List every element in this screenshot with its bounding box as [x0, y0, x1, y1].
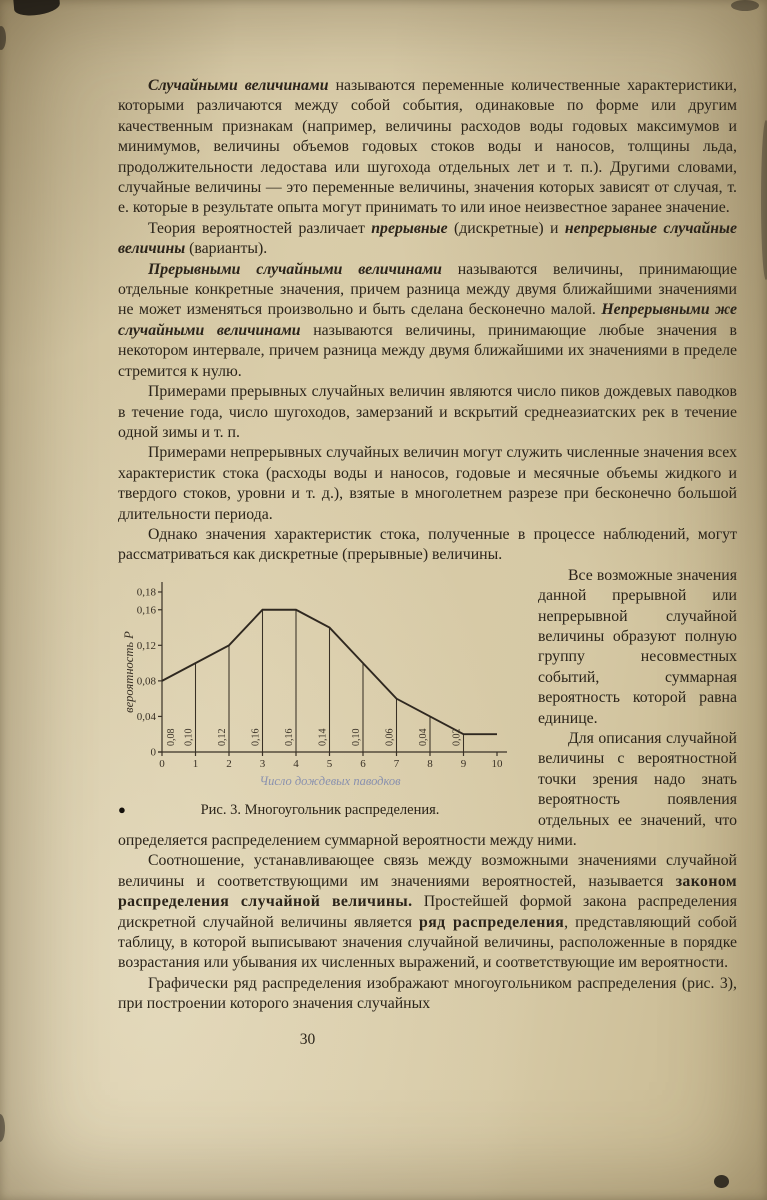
svg-text:2: 2 — [226, 757, 232, 770]
paragraph-graphical-series — [118, 974, 737, 1015]
svg-text:10: 10 — [491, 757, 503, 770]
figure-caption: Рис. 3. Многоугольник распределения. — [200, 801, 440, 818]
svg-text:0,04: 0,04 — [418, 728, 429, 746]
paragraph-distribution-law — [118, 851, 737, 973]
svg-text:5: 5 — [326, 757, 333, 770]
text-segment-emphasis: законом распределения случайной величины. — [118, 872, 737, 911]
ink-dot: ● — [118, 801, 126, 817]
svg-text:0,16: 0,16 — [136, 604, 156, 617]
text-segment: Однако значения характеристик стока, полученные в процессе наблюдений, могут рассматриваться как дискретные (прерывные) величины. — [118, 525, 737, 564]
text-segment-emphasis: ряд распределения — [419, 913, 565, 931]
scan-stain — [0, 1114, 5, 1142]
svg-text:8: 8 — [427, 757, 433, 770]
text-segment: называются переменные количественные характеристики, которыми различаются между собой события, одинаковые по форме или другим качественным признакам (например, величины расходов воды годовых максимумов и минимумов, величины объемов годовых стоков воды и наносов, толщины льда, продолжительности ледостава или шугохода отдельных лет и т. п.). Другими словами, случайные величины — это переменные величины, значения которых зависят от случая, т. е. которые в результате опыта могут принимать то или иное неизвестное заранее значение. — [118, 77, 737, 217]
paragraph-observed-values — [118, 525, 737, 566]
svg-text:0,16: 0,16 — [250, 728, 262, 746]
svg-text:9: 9 — [460, 757, 467, 770]
text-segment-emphasis: Непрерывными же случайными величинами — [118, 301, 737, 339]
svg-text:0,18: 0,18 — [136, 586, 156, 599]
svg-text:1: 1 — [192, 757, 199, 770]
svg-text:0,12: 0,12 — [217, 728, 228, 746]
text-segment: , представляющий собой таблицу, в которой выписывают значения случайной величины, расположенные в порядке возрастания или убывания их численных выражений, и соответствующие им вероятности. — [118, 913, 737, 972]
figure-caption-row — [118, 802, 522, 819]
text-segment: Графически ряд распределения изображают многоугольником распределения (рис. 3), при построении которого значения случайных — [118, 974, 737, 1013]
text-segment: Примерами непрерывных случайных величин могут служить численные значения всех характеристик стока (расходы воды и наносов, годовые и месячные объемы жидкого и твердого стоков, уровни и т. д.), взятые в многолетнем разрезе при бесконечно большой длительности периода. — [118, 444, 737, 523]
svg-text:Число дождевых паводков: Число дождевых паводков — [259, 773, 401, 788]
text-segment: Соотношение, устанавливающее связь между возможными значениями случайной величины и соответствующими им значениями вероятностей, называется — [118, 852, 737, 890]
text-segment-emphasis: Случайными величинами — [148, 77, 329, 94]
svg-text:0,04: 0,04 — [136, 710, 156, 723]
svg-text:4: 4 — [293, 757, 299, 770]
text-segment-emphasis: непрерывные случайные величины — [118, 219, 737, 258]
distribution-polygon-chart — [118, 574, 518, 794]
paragraph-continuous-examples — [118, 443, 737, 525]
paragraph-discrete-examples — [118, 382, 737, 443]
text-segment: Примерами прерывных случайных величин являются число пиков дождевых паводков в течение года, число шугоходов, замерзаний и вскрытий среднеазиатских рек в течение одной зимы и т. п. — [118, 383, 737, 441]
svg-text:0,02: 0,02 — [451, 728, 463, 746]
svg-text:0,06: 0,06 — [384, 728, 396, 746]
text-segment: называются величины, принимающие любые значения в некотором интервале, причем разница между двумя ближайшими их значениями в пределе стремится к нулю. — [118, 321, 737, 380]
text-segment: (варианты). — [185, 240, 268, 258]
svg-text:0,08: 0,08 — [136, 675, 156, 688]
text-segment-emphasis: Прерывными случайными величинами — [148, 260, 442, 278]
svg-text:0: 0 — [159, 757, 165, 770]
svg-text:0,08: 0,08 — [166, 728, 177, 746]
text-segment: Все возможные значения данной прерывной или непрерывной случайной величины образуют полную группу несовместных событий, суммарная вероятность которой равна единице. — [538, 566, 737, 727]
svg-text:0,16: 0,16 — [284, 728, 295, 746]
paragraph-definition-random-variables — [118, 76, 737, 219]
svg-text:0,10: 0,10 — [351, 728, 362, 746]
text-segment: Простейшей формой закона распределения дискретной случайной величины является — [118, 893, 737, 931]
page-number: 30 — [299, 1030, 316, 1048]
scan-stain — [714, 1175, 729, 1188]
svg-text:7: 7 — [393, 757, 400, 770]
svg-text:3: 3 — [259, 757, 266, 770]
figure-3-distribution-polygon — [118, 574, 522, 819]
text-segment-emphasis: прерывные — [371, 219, 448, 237]
text-segment: называются величины, принимающие отдельные конкретные значения, причем разница между двумя ближайшими значениями не может изменяться произвольно и быть сделана бесконечно малой. — [118, 260, 737, 319]
svg-text:0,10: 0,10 — [183, 728, 195, 746]
text-segment: Теория вероятностей различает — [148, 219, 372, 237]
svg-text:0,14: 0,14 — [317, 728, 329, 746]
paragraph-discrete-continuous — [118, 260, 737, 382]
svg-text:вероятность Р: вероятность Р — [122, 630, 136, 713]
text-segment: (дискретные) и — [447, 219, 565, 237]
svg-text:0: 0 — [150, 746, 156, 759]
svg-text:0,12: 0,12 — [136, 639, 156, 652]
svg-text:6: 6 — [360, 757, 366, 770]
text-segment: Для описания случайной величины с вероятностной точки зрения надо знать вероятность появления отдельных ее значений, что определяется распределением суммарной вероятности между ними. — [118, 730, 737, 850]
paragraph-theory-distinguishes — [118, 219, 737, 260]
